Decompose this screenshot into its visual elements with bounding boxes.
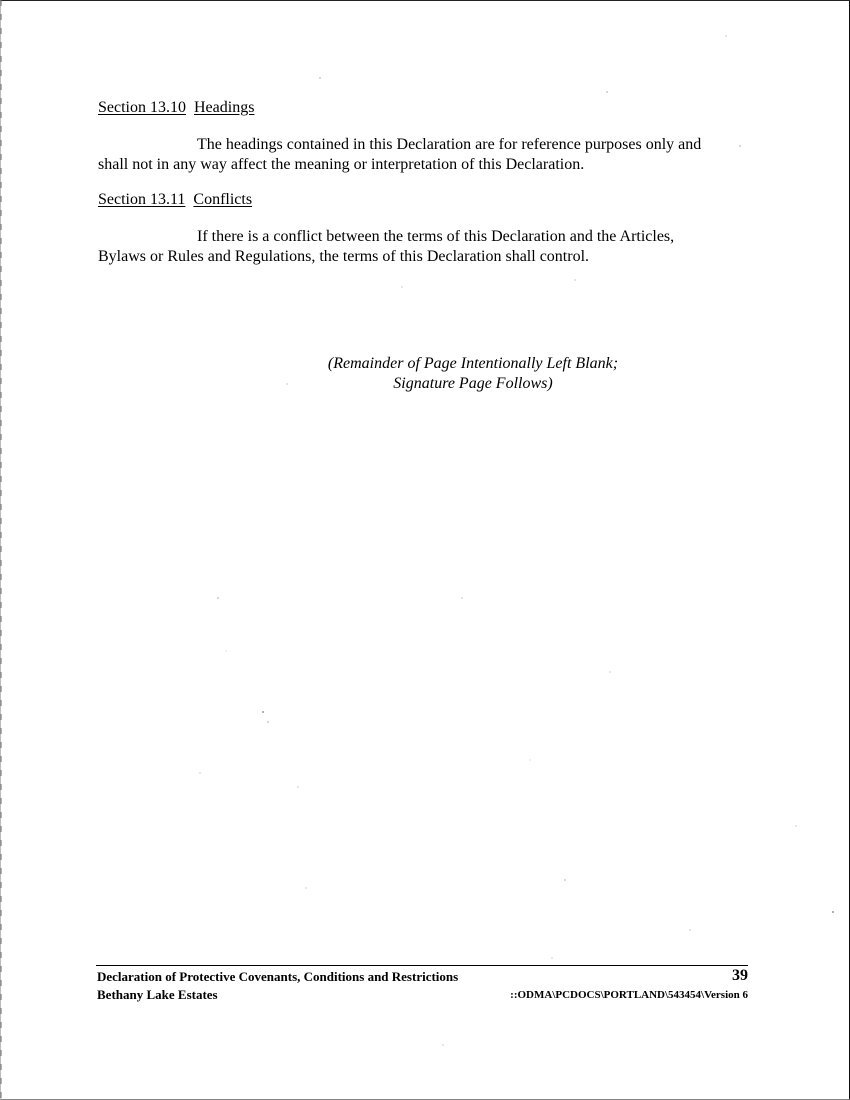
remainder-line: (Remainder of Page Intentionally Left Blank; bbox=[327, 355, 619, 372]
section-body-13-11 bbox=[98, 227, 738, 267]
page-number: 39 bbox=[732, 967, 748, 984]
footer-title: Declaration of Protective Covenants, Conditions and Restrictions bbox=[97, 969, 459, 984]
section-title: Headings bbox=[194, 99, 255, 116]
footer-rule bbox=[96, 965, 748, 966]
remainder-line: Signature Page Follows) bbox=[393, 375, 553, 392]
section-number: Section 13.11 bbox=[98, 191, 186, 208]
section-number: Section 13.10 bbox=[98, 99, 186, 116]
section-heading-13-10 bbox=[98, 98, 254, 118]
document-reference: ::ODMA\PCDOCS\PORTLAND\543454\Version 6 bbox=[510, 989, 748, 1001]
section-title: Conflicts bbox=[193, 191, 253, 208]
body-line: shall not in any way affect the meaning or interpretation of this Declaration. bbox=[98, 156, 585, 173]
footer-project: Bethany Lake Estates bbox=[97, 987, 218, 1002]
section-heading-13-11 bbox=[98, 190, 252, 210]
scan-edge bbox=[0, 0, 2, 1100]
footer-left bbox=[97, 968, 458, 1004]
remainder-note bbox=[300, 354, 646, 394]
body-line: The headings contained in this Declaration are for reference purposes only and bbox=[197, 136, 702, 153]
body-line: If there is a conflict between the terms of this Declaration and the Articles, bbox=[197, 228, 675, 245]
section-body-13-10 bbox=[98, 135, 738, 175]
body-line: Bylaws or Rules and Regulations, the terms of this Declaration shall control. bbox=[98, 248, 590, 265]
